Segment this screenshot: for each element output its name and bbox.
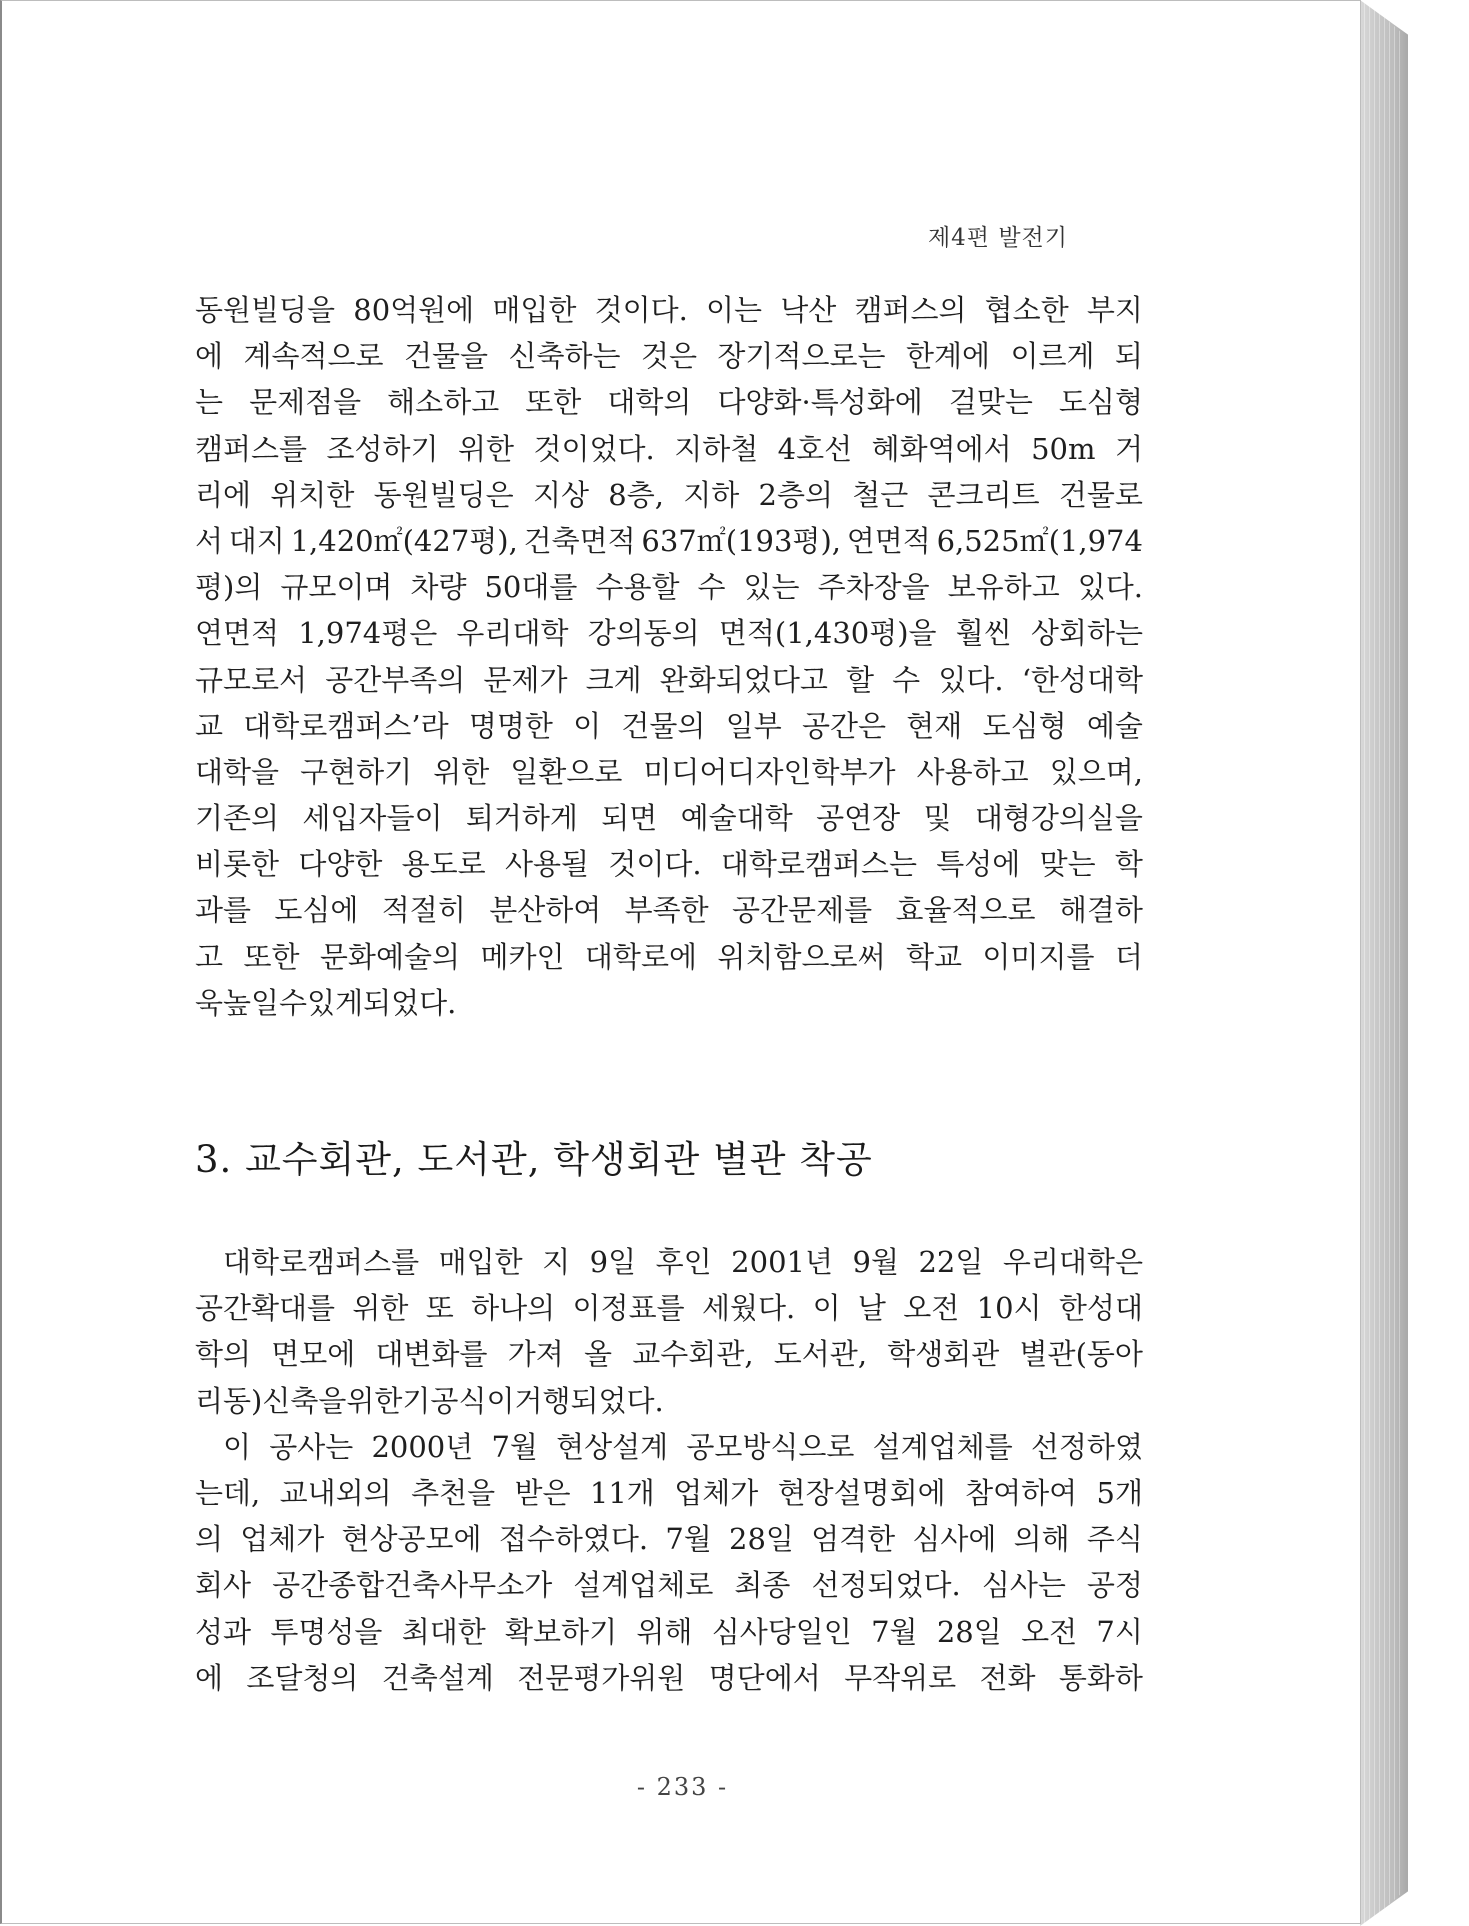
text-line: 비롯한 다양한 용도로 사용될 것이다. 대학로캠퍼스는 특성에 맞는 학 — [195, 847, 1143, 882]
text-line: 캠퍼스를 조성하기 위한 것이었다. 지하철 4호선 혜화역에서 50m 거 — [195, 431, 1143, 466]
text-line: 규모로서 공간부족의 문제가 크게 완화되었다고 할 수 있다. ‘한성대학 — [195, 662, 1143, 697]
page-number: - 233 - — [636, 1773, 729, 1801]
text-line: 는 문제점을 해소하고 또한 대학의 다양화·특성화에 걸맞는 도심형 — [195, 385, 1143, 420]
page-stack-lines — [1364, 0, 1404, 1926]
text-line: 리에 위치한 동원빌딩은 지상 8층, 지하 2층의 철근 콘크리트 건물로 — [195, 477, 1143, 512]
text-line: 의 업체가 현상공모에 접수하였다. 7월 28일 엄격한 심사에 의해 주식 — [195, 1522, 1143, 1557]
text-line: 교 대학로캠퍼스’라 명명한 이 건물의 일부 공간은 현재 도심형 예술 — [195, 708, 1143, 743]
text-line: 학의 면모에 대변화를 가져 올 교수회관, 도서관, 학생회관 별관(동아 — [195, 1337, 1143, 1372]
text-line: 공간확대를 위한 또 하나의 이정표를 세웠다. 이 날 오전 10시 한성대 — [195, 1291, 1143, 1326]
text-line: 에 조달청의 건축설계 전문평가위원 명단에서 무작위로 전화 통화하 — [195, 1660, 1143, 1695]
body-paragraphs-2 — [195, 1239, 1143, 1701]
book-page-edge — [1360, 0, 1420, 1926]
running-head: 제4편 발전기 — [927, 225, 1068, 251]
text-line: 이 공사는 2000년 7월 현상설계 공모방식으로 설계업체를 선정하였 — [223, 1429, 1143, 1464]
text-line: 회사 공간종합건축사무소가 설계업체로 최종 선정되었다. 심사는 공정 — [195, 1568, 1143, 1603]
text-line: 서 대지 1,420㎡(427평), 건축면적 637㎡(193평), 연면적 6,525㎡(1,974 — [195, 523, 1143, 558]
text-line: 욱 높일 수 있게 되었다. — [195, 985, 457, 1020]
text-line: 연면적 1,974평은 우리대학 강의동의 면적(1,430평)을 훨씬 상회하는 — [195, 616, 1143, 651]
text-line: 성과 투명성을 최대한 확보하기 위해 심사당일인 7월 28일 오전 7시 — [195, 1614, 1143, 1649]
body-paragraph-1 — [195, 287, 1143, 1026]
text-line: 동원빌딩을 80억원에 매입한 것이다. 이는 낙산 캠퍼스의 협소한 부지 — [195, 293, 1143, 327]
text-line: 리동) 신축을 위한 기공식이 거행되었다. — [195, 1383, 664, 1418]
text-line: 대학로캠퍼스를 매입한 지 9일 후인 2001년 9월 22일 우리대학은 — [223, 1245, 1143, 1279]
text-line: 평)의 규모이며 차량 50대를 수용할 수 있는 주차장을 보유하고 있다. — [195, 570, 1143, 605]
text-line: 고 또한 문화예술의 메카인 대학로에 위치함으로써 학교 이미지를 더 — [195, 939, 1143, 974]
text-line: 대학을 구현하기 위한 일환으로 미디어디자인학부가 사용하고 있으며, — [195, 754, 1143, 789]
text-line: 기존의 세입자들이 퇴거하게 되면 예술대학 공연장 및 대형강의실을 — [195, 801, 1143, 836]
section-heading: 3. 교수회관, 도서관, 학생회관 별관 착공 — [195, 1138, 873, 1181]
text-line: 는데, 교내외의 추천을 받은 11개 업체가 현장설명회에 참여하여 5개 — [195, 1475, 1143, 1510]
text-line: 에 계속적으로 건물을 신축하는 것은 장기적으로는 한계에 이르게 되 — [195, 339, 1143, 374]
text-line: 과를 도심에 적절히 분산하여 부족한 공간문제를 효율적으로 해결하 — [195, 893, 1143, 928]
